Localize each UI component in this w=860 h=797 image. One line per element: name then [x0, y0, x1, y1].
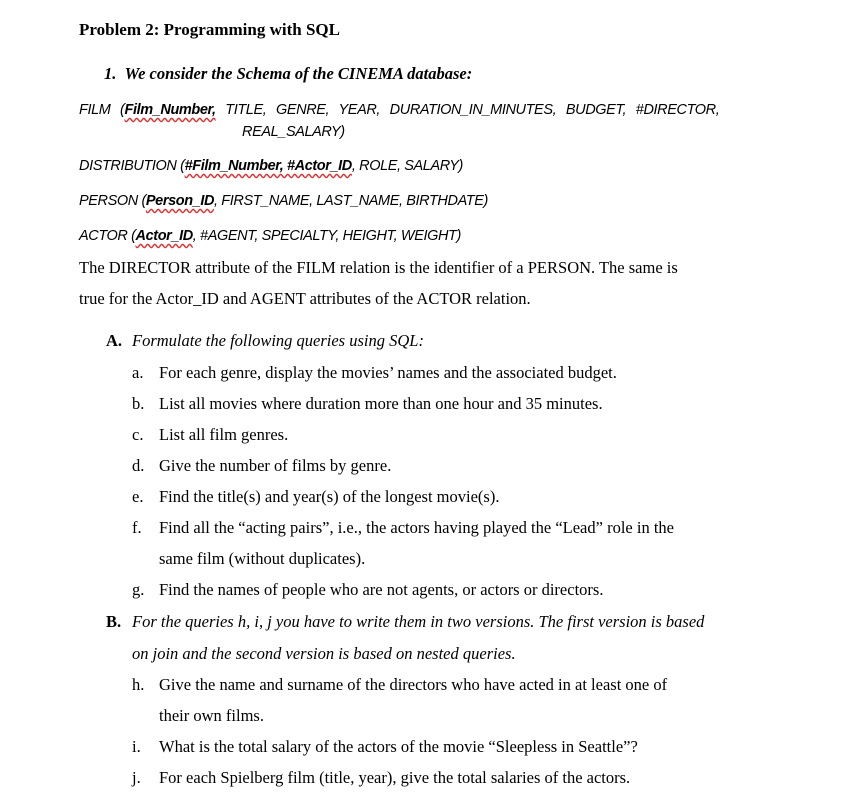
item-text: For each genre, display the movies’ names and the associated budget. [159, 363, 617, 382]
section-a-heading [106, 331, 424, 351]
item-label: b. [132, 394, 145, 413]
section-text: Formulate the following queries using SQL: [132, 331, 424, 350]
primary-key: Person_ID [145, 193, 215, 209]
schema-person [79, 191, 488, 211]
attributes: , #AGENT, SPECIALTY, HEIGHT, WEIGHT) [192, 228, 461, 244]
schema-actor [79, 226, 461, 246]
question-text: We consider the Schema of the CINEMA database: [124, 64, 473, 83]
list-item [132, 425, 288, 445]
item-text: Find the names of people who are not agents, or actors or directors. [159, 580, 604, 599]
relation-name: FILM ( [79, 102, 125, 118]
list-item [132, 768, 630, 788]
attributes: TITLE, GENRE, YEAR, DURATION_IN_MINUTES, BUDGET, #DIRECTOR, [225, 102, 720, 118]
item-label: f. [132, 518, 142, 537]
list-item [132, 487, 499, 507]
list-item [132, 675, 667, 695]
attributes: , FIRST_NAME, LAST_NAME, BIRTHDATE) [214, 193, 488, 209]
item-text: Give the number of films by genre. [159, 456, 392, 475]
item-text: Find the title(s) and year(s) of the longest movie(s). [159, 487, 500, 506]
item-text: For each Spielberg film (title, year), give the total salaries of the actors. [159, 768, 631, 787]
schema-film [79, 100, 729, 120]
question-number: 1. [104, 64, 117, 83]
item-text: their own films. [159, 706, 264, 725]
question-1 [104, 64, 472, 84]
list-item [132, 394, 603, 414]
problem-title: Problem 2: Programming with SQL [79, 20, 340, 39]
primary-key: Film_Number, [124, 102, 216, 118]
section-label: B. [106, 612, 122, 631]
relation-name: DISTRIBUTION ( [79, 158, 185, 174]
item-text: Find all the “acting pairs”, i.e., the actors having played the “Lead” role in the [159, 518, 674, 537]
item-text: What is the total salary of the actors of the movie “Sleepless in Seattle”? [159, 737, 638, 756]
primary-key: Actor_ID [135, 228, 193, 244]
list-item [132, 456, 391, 476]
item-label: g. [132, 580, 145, 599]
section-label: A. [106, 331, 123, 350]
item-label: d. [132, 456, 145, 475]
relation-name: ACTOR ( [79, 228, 136, 244]
item-label: c. [132, 425, 144, 444]
item-label: e. [132, 487, 144, 506]
schema-film-cont: REAL_SALARY) [242, 124, 345, 140]
paragraph-line: true for the Actor_ID and AGENT attributes of the ACTOR relation. [79, 289, 531, 308]
list-item [132, 518, 674, 538]
relation-name: PERSON ( [79, 193, 146, 209]
list-item [159, 549, 365, 569]
item-label: j. [132, 768, 141, 787]
item-text: List all movies where duration more than one hour and 35 minutes. [159, 394, 603, 413]
attributes: , ROLE, SALARY) [351, 158, 463, 174]
item-text: List all film genres. [159, 425, 289, 444]
item-label: a. [132, 363, 144, 382]
section-b-heading [106, 612, 704, 632]
paragraph-line: The DIRECTOR attribute of the FILM relation is the identifier of a PERSON. The same is [79, 258, 678, 277]
list-item [132, 737, 638, 757]
section-text-cont: on join and the second version is based on nested queries. [132, 644, 516, 663]
item-label: i. [132, 737, 141, 756]
item-label: h. [132, 675, 145, 694]
item-text: same film (without duplicates). [159, 549, 366, 568]
primary-key: #Film_Number, #Actor_ID [184, 158, 352, 174]
list-item [132, 363, 617, 383]
list-item [159, 706, 264, 726]
list-item [132, 580, 603, 600]
item-text: Give the name and surname of the directors who have acted in at least one of [159, 675, 668, 694]
section-text: For the queries h, i, j you have to write them in two versions. The first version is based [132, 612, 705, 631]
schema-distribution [79, 156, 463, 176]
